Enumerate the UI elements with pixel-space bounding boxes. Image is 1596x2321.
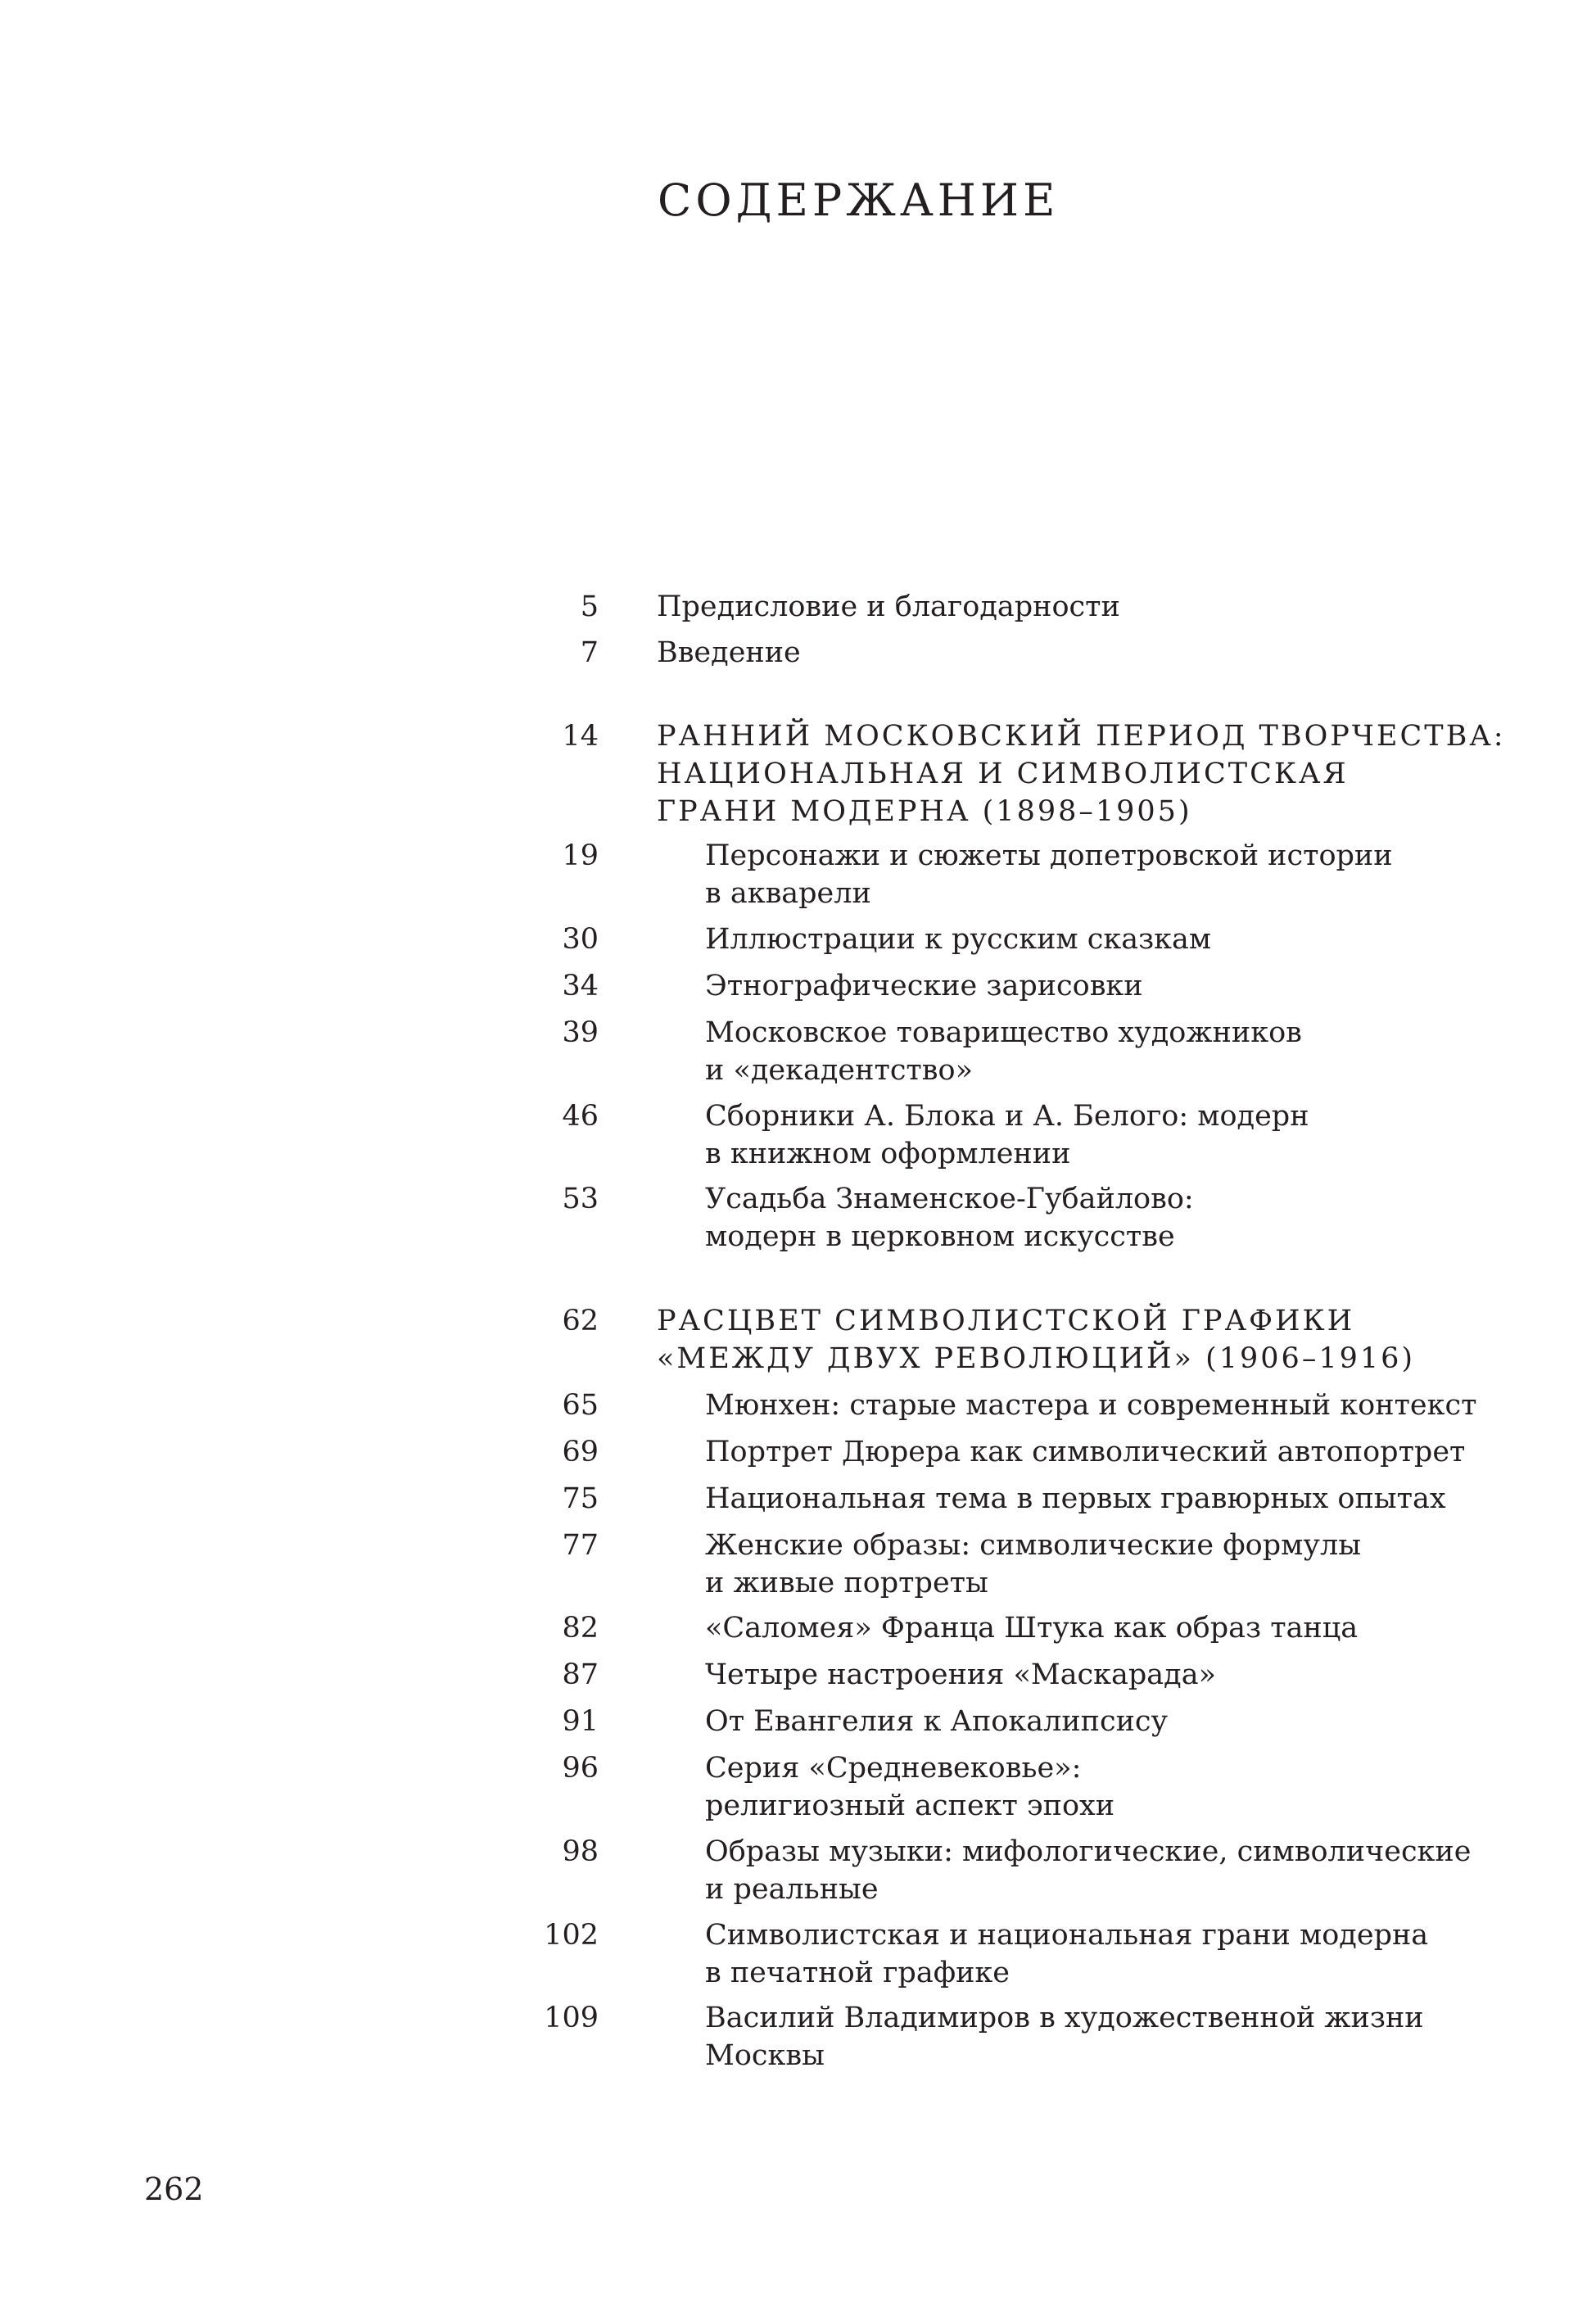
- toc-entry-title: «Саломея» Франца Штука как образ танца: [705, 1612, 1359, 1645]
- toc-page-number: 69: [562, 1436, 599, 1468]
- toc-page-number: 109: [544, 2002, 599, 2034]
- toc-entry-title: Четыре настроения «Маскарада»: [705, 1658, 1217, 1691]
- toc-page-number: 14: [562, 720, 599, 753]
- toc-entry-title: Московское товарищество художников и «декадентство»: [705, 1016, 1302, 1087]
- toc-page-number: 102: [544, 1919, 599, 1952]
- toc-page-number: 96: [562, 1752, 599, 1785]
- toc-entry-title: Сборники А. Блока и А. Белого: модерн в книжном оформлении: [705, 1100, 1309, 1170]
- toc-page-number: 91: [562, 1705, 599, 1738]
- toc-entry-title: Портрет Дюрера как символический автопортрет: [705, 1436, 1466, 1468]
- toc-entry-title: Символистская и национальная грани модерна в печатной графике: [705, 1919, 1429, 1989]
- toc-entry-title: От Евангелия к Апокалипсису: [705, 1705, 1169, 1738]
- toc-page-number: 39: [562, 1016, 599, 1049]
- toc-page-number: 5: [580, 590, 599, 623]
- toc-page-number: 77: [562, 1529, 599, 1562]
- toc-section-title: РАННИЙ МОСКОВСКИЙ ПЕРИОД ТВОРЧЕСТВА: НАЦИОНАЛЬНАЯ И СИМВОЛИСТСКАЯ ГРАНИ МОДЕРНА (1898–1905): [657, 720, 1506, 828]
- toc-entry-title: Мюнхен: старые мастера и современный контекст: [705, 1389, 1477, 1422]
- toc-page-number: 62: [562, 1305, 599, 1337]
- toc-page-number: 19: [562, 839, 599, 872]
- page-title: СОДЕРЖАНИЕ: [658, 174, 1060, 226]
- toc-entry-title: Образы музыки: мифологические, символические и реальные: [705, 1835, 1472, 1906]
- toc-page-number: 7: [580, 636, 599, 669]
- toc-page-number: 87: [562, 1658, 599, 1691]
- toc-page-number: 82: [562, 1612, 599, 1645]
- toc-entry-title: Предисловие и благодарности: [657, 590, 1120, 623]
- page-number: 262: [144, 2171, 204, 2207]
- toc-entry-title: Персонажи и сюжеты допетровской истории в акварели: [705, 839, 1393, 910]
- toc-entry-title: Василий Владимиров в художественной жизни Москвы: [705, 2002, 1424, 2072]
- toc-entry-title: Иллюстрации к русским сказкам: [705, 923, 1212, 956]
- toc-entry-title: Серия «Средневековье»: религиозный аспект эпохи: [705, 1752, 1115, 1822]
- toc-entry-title: Национальная тема в первых гравюрных опытах: [705, 1482, 1446, 1515]
- toc-page-number: 65: [562, 1389, 599, 1422]
- toc-page-number: 46: [562, 1100, 599, 1133]
- toc-entry-title: Введение: [657, 636, 801, 669]
- toc-entry-title: Этнографические зарисовки: [705, 970, 1143, 1002]
- toc-entry-title: Усадьба Знаменское-Губайлово: модерн в церковном искусстве: [705, 1183, 1194, 1253]
- toc-entry-title: Женские образы: символические формулы и живые портреты: [705, 1529, 1362, 1599]
- toc-page-number: 34: [562, 970, 599, 1002]
- toc-page-number: 53: [562, 1183, 599, 1215]
- toc-page-number: 75: [562, 1482, 599, 1515]
- toc-page-number: 30: [562, 923, 599, 956]
- toc-section-title: РАСЦВЕТ СИМВОЛИСТСКОЙ ГРАФИКИ «МЕЖДУ ДВУХ РЕВОЛЮЦИЙ» (1906–1916): [657, 1305, 1416, 1375]
- toc-page-number: 98: [562, 1835, 599, 1868]
